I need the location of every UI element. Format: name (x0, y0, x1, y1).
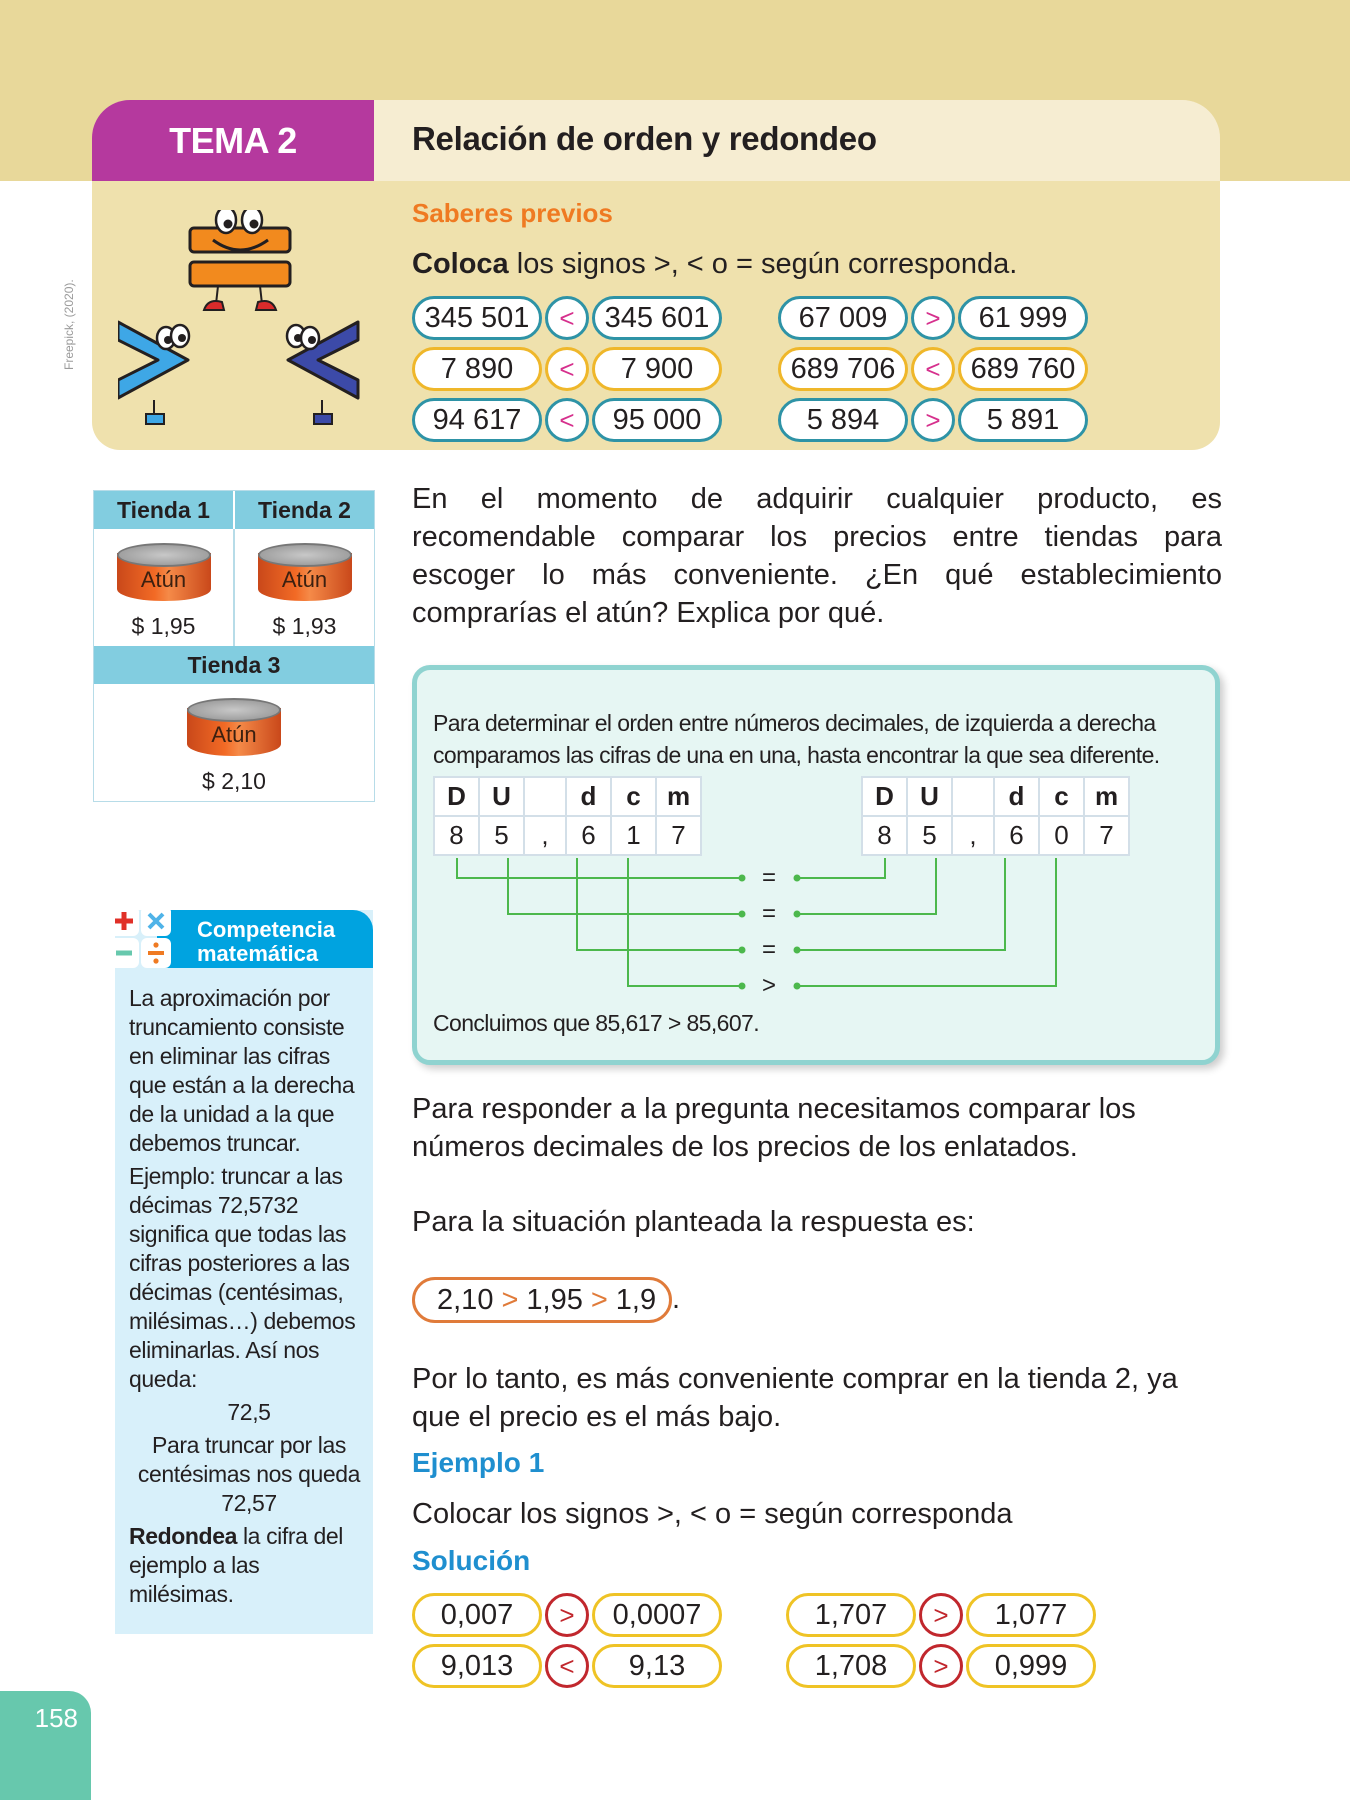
answer-value: 1,9 (615, 1283, 657, 1316)
competencia-title-2: matemática (197, 941, 319, 966)
sign-pill: > (545, 1593, 589, 1637)
tienda-3-price: $ 2,10 (202, 768, 266, 794)
tienda-3-header-row (94, 646, 374, 684)
sign-pill[interactable]: > (911, 398, 955, 442)
comparison-row (412, 347, 722, 391)
sign-pill[interactable]: < (545, 347, 589, 391)
header-D: D (434, 777, 479, 816)
tienda-3-cell (94, 684, 374, 801)
can-label: Atún (187, 708, 281, 756)
digit: 6 (994, 816, 1039, 855)
tuna-can-icon (187, 698, 281, 760)
header-m: m (656, 777, 701, 816)
answer-period: . (672, 1283, 681, 1315)
ejemplo-heading: Ejemplo 1 (412, 1447, 545, 1478)
less-than-mascot-icon (287, 322, 358, 424)
header-D: D (862, 777, 907, 816)
comma: , (524, 816, 566, 855)
tuna-can-icon (117, 543, 211, 605)
number-pill: 1,707 (786, 1593, 916, 1637)
comparison-row (778, 398, 1088, 442)
comparison-row (778, 347, 1088, 391)
number-pill: 345 601 (592, 296, 722, 340)
saberes-previos-heading: Saberes previos (412, 198, 613, 228)
number-pill: 0,999 (966, 1644, 1096, 1688)
response-paragraph-2: Para la situación planteada la respuesta es: (412, 1206, 975, 1238)
number-pill: 94 617 (412, 398, 542, 442)
tuna-can-icon (258, 543, 352, 605)
competencia-body (129, 984, 369, 1613)
number-pill: 345 501 (412, 296, 542, 340)
number-pill: 689 760 (958, 347, 1088, 391)
math-operations-icon (105, 902, 177, 974)
digit: 7 (1084, 816, 1129, 855)
tienda-1-header: Tienda 1 (94, 491, 233, 529)
number-pill: 5 894 (778, 398, 908, 442)
comparison-result: > (762, 972, 777, 999)
info-line-2: comparamos las cifras de una en una, hasta encontrar la que sea diferente. (433, 742, 1160, 768)
equals-mascot-icon (190, 210, 290, 310)
solucion-heading: Solución (412, 1545, 531, 1576)
page-title: Relación de orden y redondeo (412, 120, 877, 157)
header-d: d (994, 777, 1039, 816)
digit: 0 (1039, 816, 1084, 855)
number-pill: 1,077 (966, 1593, 1096, 1637)
competencia-task (129, 1522, 369, 1609)
answer-value: 1,95 (526, 1283, 583, 1316)
instruction-bold: Coloca (412, 248, 509, 280)
tienda-3-row (94, 684, 374, 801)
response-paragraph-3: Por lo tanto, es más conveniente comprar en la tienda 2, ya que el precio es el más bajo. (412, 1363, 1178, 1433)
number-pill: 0,007 (412, 1593, 542, 1637)
number-pill: 0,0007 (592, 1593, 722, 1637)
truncation-result-1: 72,5 (227, 1399, 271, 1425)
digit: 1 (611, 816, 656, 855)
sign-pill[interactable]: < (545, 398, 589, 442)
header-c: c (611, 777, 656, 816)
header-d: d (566, 777, 611, 816)
answer-sign: > (501, 1283, 519, 1316)
comparison-result: = (762, 936, 777, 963)
conclusion-text: Concluimos que 85,617 > 85,607. (433, 1010, 760, 1036)
info-line-1: Para determinar el orden entre números decimales, de izquierda a derecha (433, 710, 1156, 736)
answer-sign: > (590, 1283, 608, 1316)
number-pill: 67 009 (778, 296, 908, 340)
task-rest: la cifra del ejemplo a las milésimas. (129, 1523, 343, 1607)
can-label: Atún (258, 553, 352, 601)
tienda-2-cell (233, 529, 374, 646)
comparison-row (412, 1644, 722, 1688)
instruction-rest: los signos >, < o = según corresponda. (508, 248, 1018, 280)
number-pill: 61 999 (958, 296, 1088, 340)
comparison-result: = (762, 900, 777, 927)
comparison-row (412, 1593, 722, 1637)
competencia-title-1: Competencia (197, 917, 336, 942)
tienda-2-header: Tienda 2 (233, 491, 374, 529)
number-pill: 9,013 (412, 1644, 542, 1688)
header-m: m (1084, 777, 1129, 816)
competencia-p1: La aproximación por truncamiento consiste en eliminar las cifras que están a la derecha de la unidad a la que debemos truncar. (129, 985, 355, 1156)
number-pill: 95 000 (592, 398, 722, 442)
number-pill: 5 891 (958, 398, 1088, 442)
competencia-p3: Para truncar por las centésimas nos queda (137, 1432, 361, 1487)
digit: 5 (479, 816, 524, 855)
decimal-order-info-box (412, 665, 1220, 1065)
digit: 8 (862, 816, 907, 855)
competencia-p2: Ejemplo: truncar a las décimas 72,5732 significa que todas las cifras posteriores a las décimas (centésimas, milésimas…) debemos eliminarlas. Así nos queda: (129, 1163, 356, 1392)
competencia-matematica-box (115, 910, 373, 1634)
comparison-mascots-illustration (118, 210, 368, 430)
header-U: U (907, 777, 952, 816)
number-pill: 9,13 (592, 1644, 722, 1688)
number-pill: 7 900 (592, 347, 722, 391)
task-bold: Redondea (129, 1523, 237, 1549)
sign-pill: > (919, 1644, 963, 1688)
response-paragraph-1: Para responder a la pregunta necesitamos comparar los números decimales de los precios de los enlatados. (412, 1093, 1136, 1163)
sign-pill: < (545, 1644, 589, 1688)
tienda-price-table (93, 490, 375, 802)
header-U: U (479, 777, 524, 816)
comparison-row (786, 1593, 1096, 1637)
tienda-header-row (94, 491, 374, 529)
sign-pill[interactable]: < (545, 296, 589, 340)
answer-value: 2,10 (437, 1283, 494, 1316)
greater-than-mascot-icon (118, 322, 189, 424)
comparison-row (778, 296, 1088, 340)
can-label: Atún (117, 553, 211, 601)
intro-paragraph: En el momento de adquirir cualquier producto, es recomendable comparar los precios entre tiendas para escoger lo más conveniente. ¿En qué establecimiento comprarías el atún? Explica por qué. (412, 483, 1222, 629)
header-c: c (1039, 777, 1084, 816)
number-pill: 689 706 (778, 347, 908, 391)
tienda-1-cell (94, 529, 233, 646)
image-credit: Freepick, (2020). (62, 279, 76, 370)
tienda-3-header: Tienda 3 (94, 646, 374, 684)
comparison-row (412, 398, 722, 442)
answer-pill (412, 1277, 672, 1323)
tienda-2-price: $ 1,93 (272, 613, 337, 639)
ejemplo-instruction: Colocar los signos >, < o = según corresponda (412, 1498, 1013, 1530)
tienda-products-row (94, 529, 374, 646)
tienda-1-price: $ 1,95 (131, 613, 196, 639)
comparison-result: = (762, 864, 777, 891)
sign-pill[interactable]: > (911, 296, 955, 340)
digit: 5 (907, 816, 952, 855)
page-number-tab (0, 1691, 91, 1800)
competencia-header (157, 910, 373, 968)
tema-label: TEMA 2 (92, 100, 374, 181)
comparison-row (412, 296, 722, 340)
truncation-result-2: 72,57 (221, 1490, 277, 1516)
sign-pill: > (919, 1593, 963, 1637)
digit: 6 (566, 816, 611, 855)
digit: 7 (656, 816, 701, 855)
comma: , (952, 816, 994, 855)
saberes-instruction (412, 248, 1017, 281)
digit: 8 (434, 816, 479, 855)
number-pill: 7 890 (412, 347, 542, 391)
page-number: 158 (34, 1703, 78, 1733)
comparison-row (786, 1644, 1096, 1688)
sign-pill[interactable]: < (911, 347, 955, 391)
number-pill: 1,708 (786, 1644, 916, 1688)
